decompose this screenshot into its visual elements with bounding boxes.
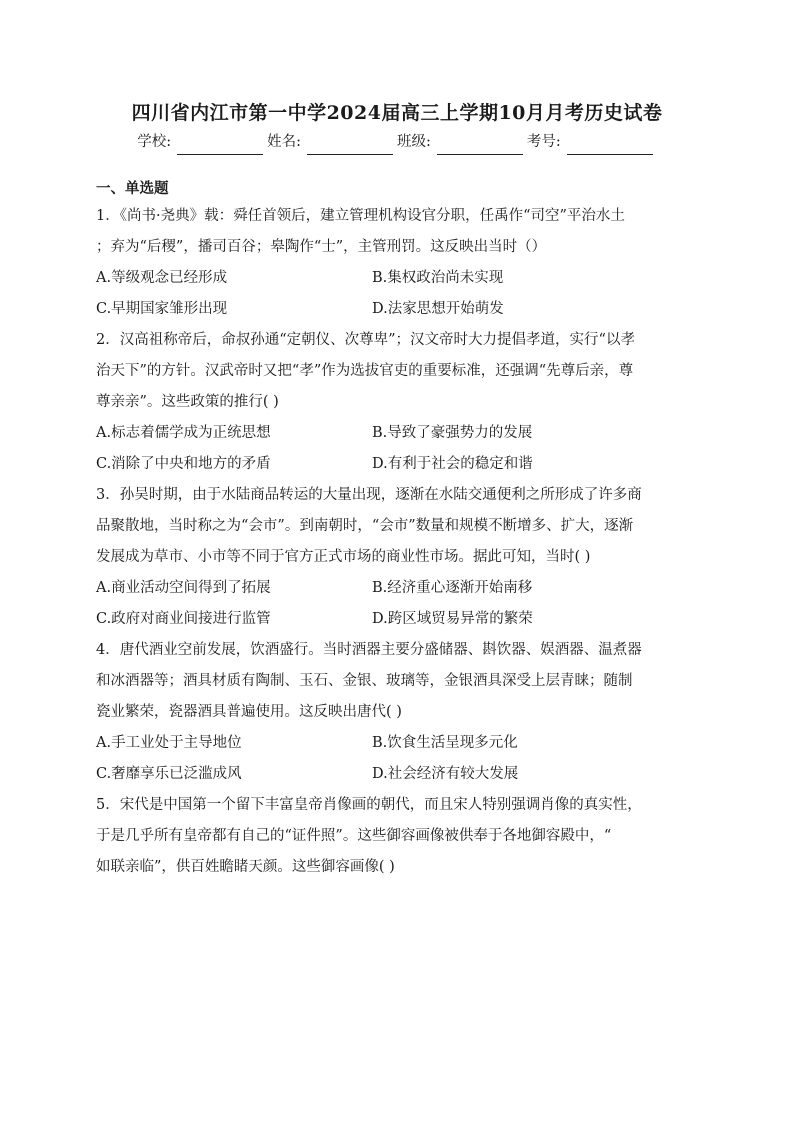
answer-option[interactable]: B.集权政治尚未实现 — [372, 270, 504, 286]
option-row — [96, 728, 698, 759]
question-stem-line: 和冰酒器等；酒具材质有陶制、玉石、金银、玻璃等，金银酒具深受上层青睐；随制 — [96, 673, 633, 689]
answer-option[interactable]: A.标志着儒学成为正统思想 — [96, 425, 271, 441]
question-4 — [96, 635, 698, 790]
question-stem-line: 1．《尚书·尧典》载：舜任首领后，建立管理机构设官分职，任禹作“司空”平治水土 — [96, 208, 625, 224]
answer-option[interactable]: A.商业活动空间得到了拓展 — [96, 580, 271, 596]
question-stem-line: 发展成为草市、小市等不同于官方正式市场的商业性市场。据此可知，当时( ) — [96, 549, 591, 565]
option-row — [96, 294, 698, 325]
answer-option[interactable]: B.饮食生活呈现多元化 — [372, 735, 518, 751]
answer-option[interactable]: B.导致了豪强势力的发展 — [372, 425, 533, 441]
exam-number-label: 考号: — [526, 134, 561, 150]
answer-option[interactable]: A.手工业处于主导地位 — [96, 735, 242, 751]
name-label: 姓名: — [267, 134, 301, 150]
question-stem-line: 5．宋代是中国第一个留下丰富皇帝肖像画的朝代，而且宋人特别强调肖像的真实性， — [96, 797, 642, 813]
answer-option[interactable]: D.跨区域贸易异常的繁荣 — [372, 611, 533, 627]
answer-option[interactable]: D.社会经济有较大发展 — [372, 766, 519, 782]
section-title: 一、单选题 — [96, 180, 169, 197]
answer-option[interactable]: C.消除了中央和地方的矛盾 — [96, 456, 271, 472]
answer-option[interactable]: A.等级观念已经形成 — [96, 270, 228, 286]
question-5 — [96, 790, 698, 883]
option-row — [96, 263, 698, 294]
question-stem-line: 4．唐代酒业空前发展，饮酒盛行。当时酒器主要分盛储器、斟饮器、娱酒器、温煮器 — [96, 642, 642, 658]
answer-option[interactable]: D.法家思想开始萌发 — [372, 301, 504, 317]
answer-option[interactable]: C.奢靡享乐已泛滥成风 — [96, 766, 242, 782]
option-row — [96, 449, 698, 480]
question-stem-line: 尊亲亲”。这些政策的推行( ) — [96, 394, 279, 410]
question-stem-line: 于是几乎所有皇帝都有自己的“证件照”。这些御容画像被供奉于各地御容殿中，“ — [96, 828, 612, 844]
question-stem-line: 3．孙吴时期，由于水陆商品转运的大量出现，逐渐在水陆交通便利之所形成了许多商 — [96, 487, 642, 503]
school-blank — [177, 138, 263, 155]
question-stem-line: 2．汉高祖称帝后，命叔孙通“定朝仪、次尊卑”；汉文帝时大力提倡孝道，实行“以孝 — [96, 332, 635, 348]
question-stem-line: 如联亲临”，供百姓瞻睹天颜。这些御容画像( ) — [96, 859, 395, 875]
exam-number-blank — [567, 138, 653, 155]
question-stem-line: 瓷业繁荣，瓷器酒具普遍使用。这反映出唐代( ) — [96, 704, 402, 720]
question-2 — [96, 325, 698, 480]
answer-option[interactable]: C.政府对商业间接进行监管 — [96, 611, 271, 627]
option-row — [96, 759, 698, 790]
option-row — [96, 573, 698, 604]
class-blank — [437, 138, 523, 155]
question-1 — [96, 201, 698, 325]
student-info-row — [96, 129, 698, 155]
name-blank — [307, 138, 393, 155]
answer-option[interactable]: C.早期国家雏形出现 — [96, 301, 228, 317]
school-label: 学校: — [137, 134, 172, 150]
question-stem-line: ；弃为“后稷”，播司百谷；皋陶作“士”，主管刑罚。这反映出当时（） — [96, 239, 547, 255]
class-label: 班级: — [397, 134, 431, 150]
question-list — [96, 201, 698, 883]
question-stem-line: 治天下”的方针。汉武帝时又把“孝”作为选拔官吏的重要标准，还强调“先尊后亲，尊 — [96, 363, 634, 379]
answer-option[interactable]: D.有利于社会的稳定和谐 — [372, 456, 533, 472]
question-stem-line: 品聚散地，当时称之为“会市”。到南朝时，“会市”数量和规模不断增多、扩大，逐渐 — [96, 518, 634, 534]
answer-option[interactable]: B.经济重心逐渐开始南移 — [372, 580, 533, 596]
option-row — [96, 418, 698, 449]
page-title: 四川省内江市第一中学2024届高三上学期10月月考历史试卷 — [131, 102, 663, 124]
option-row — [96, 604, 698, 635]
question-3 — [96, 480, 698, 635]
